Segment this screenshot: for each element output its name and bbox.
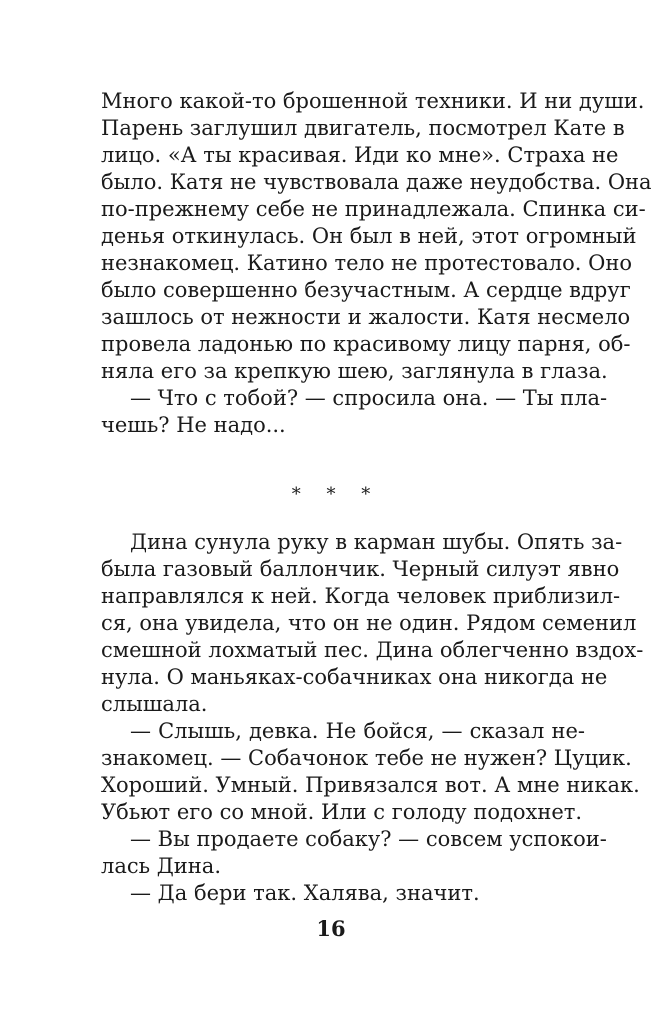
text-line: Хороший. Умный. Привязался вот. А мне никак. — [101, 773, 640, 797]
text-line: направлялся к ней. Когда человек приблизил- — [101, 584, 621, 608]
text-line: — Да бери так. Халява, значит. — [130, 881, 480, 905]
text-line: провела ладонью по красивому лицу парня, об- — [101, 332, 631, 356]
text-line: — Слышь, девка. Не бойся, — сказал не- — [130, 719, 585, 743]
text-line: зашлось от нежности и жалости. Катя несмело — [101, 305, 631, 329]
text-line: Парень заглушил двигатель, посмотрел Кате в — [101, 116, 625, 140]
page-number: 16 — [316, 916, 346, 941]
text-line: было. Катя не чувствовала даже неудобства. Она — [101, 170, 652, 194]
text-line: незнакомец. Катино тело не протестовало. Оно — [101, 251, 632, 275]
text-line: Убьют его со мной. Или с голоду подохнет. — [101, 800, 583, 824]
text-line: Много какой-то брошенной техники. И ни души. — [101, 89, 645, 113]
text-line: денья откинулась. Он был в ней, этот огромный — [101, 224, 637, 248]
text-line: была газовый баллончик. Черный силуэт явно — [101, 557, 620, 581]
text-line: Дина сунула руку в карман шубы. Опять за- — [130, 530, 623, 554]
text-line: — Что с тобой? — спросила она. — Ты пла- — [130, 386, 608, 410]
text-line: по-прежнему себе не принадлежала. Спинка си- — [101, 197, 646, 221]
text-line: нула. О маньяках-собачниках она никогда не — [101, 665, 608, 689]
text-line: няла его за крепкую шею, заглянула в глаза. — [101, 359, 608, 383]
text-line: — Вы продаете собаку? — совсем успокои- — [130, 827, 607, 851]
text-line: чешь? Не надо... — [101, 413, 286, 437]
section-separator: * * * — [291, 484, 381, 505]
text-line: слышала. — [101, 692, 208, 716]
text-line: лась Дина. — [101, 854, 221, 878]
text-line: ся, она увидела, что он не один. Рядом семенил — [101, 611, 637, 635]
text-line: смешной лохматый пес. Дина облегченно вздох- — [101, 638, 644, 662]
text-line: было совершенно безучастным. А сердце вдруг — [101, 278, 631, 302]
text-line: лицо. «А ты красивая. Иди ко мне». Страха не — [101, 143, 619, 167]
text-line: знакомец. — Собачонок тебе не нужен? Цуцик. — [101, 746, 632, 770]
